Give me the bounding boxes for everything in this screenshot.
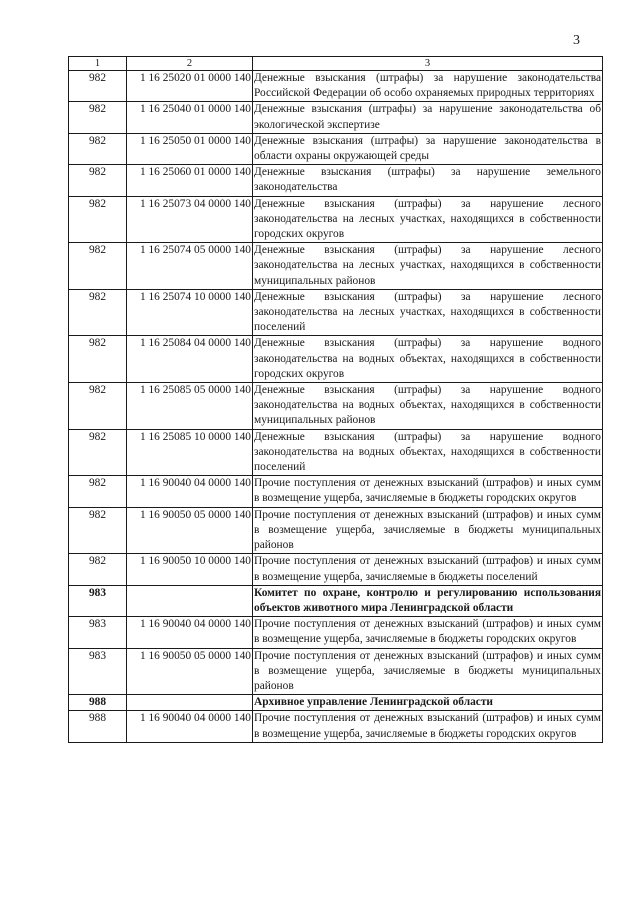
header-col-name: 3 [253,57,603,71]
revenue-code-cell: 1 16 25085 10 0000 140 [127,429,253,476]
revenue-code-cell: 1 16 25060 01 0000 140 [127,165,253,196]
header-col-code: 2 [127,57,253,71]
table-row [69,617,603,648]
admin-code-cell: 982 [69,133,127,164]
table-row [69,196,603,243]
revenue-name-cell: Прочие поступления от денежных взысканий (штрафов) и иных сумм в возмещение ущерба, зачисляемые в бюджеты городских округов [253,711,603,742]
revenue-code-cell: 1 16 90040 04 0000 140 [127,476,253,507]
revenue-name-cell: Денежные взыскания (штрафы) за нарушение лесного законодательства на лесных участках, находящихся в собственности муниципальных районов [253,243,603,290]
table-row [69,648,603,695]
revenue-codes-table [68,56,603,743]
revenue-code-cell: 1 16 90040 04 0000 140 [127,711,253,742]
table-header-row [69,57,603,71]
table-group-row [69,695,603,711]
revenue-name-cell: Денежные взыскания (штрафы) за нарушение лесного законодательства на лесных участках, находящихся в собственности поселений [253,289,603,336]
admin-code-cell: 983 [69,585,127,616]
revenue-name-cell: Денежные взыскания (штрафы) за нарушение водного законодательства на водных объектах, находящихся в собственности городских округов [253,336,603,383]
admin-code-cell: 982 [69,383,127,430]
admin-code-cell: 982 [69,476,127,507]
revenue-code-cell: 1 16 90040 04 0000 140 [127,617,253,648]
table-row [69,243,603,290]
table-row [69,711,603,742]
revenue-name-cell: Архивное управление Ленинградской области [253,695,603,711]
revenue-code-cell: 1 16 25040 01 0000 140 [127,102,253,133]
revenue-name-cell: Денежные взыскания (штрафы) за нарушение законодательства в области охраны окружающей среды [253,133,603,164]
admin-code-cell: 982 [69,102,127,133]
admin-code-cell: 982 [69,196,127,243]
revenue-code-cell: 1 16 25073 04 0000 140 [127,196,253,243]
revenue-code-cell: 1 16 90050 10 0000 140 [127,554,253,585]
admin-code-cell: 982 [69,71,127,102]
revenue-name-cell: Денежные взыскания (штрафы) за нарушение лесного законодательства на лесных участках, находящихся в собственности городских округов [253,196,603,243]
admin-code-cell: 982 [69,289,127,336]
table-row [69,289,603,336]
table-row [69,429,603,476]
revenue-name-cell: Денежные взыскания (штрафы) за нарушение водного законодательства на водных объектах, находящихся в собственности поселений [253,429,603,476]
admin-code-cell: 983 [69,648,127,695]
revenue-code-cell [127,585,253,616]
revenue-name-cell: Денежные взыскания (штрафы) за нарушение законодательства Российской Федерации об особо охраняемых природных территориях [253,71,603,102]
admin-code-cell: 982 [69,554,127,585]
table-row [69,165,603,196]
revenue-name-cell: Прочие поступления от денежных взысканий (штрафов) и иных сумм в возмещение ущерба, зачисляемые в бюджеты городских округов [253,476,603,507]
revenue-name-cell: Прочие поступления от денежных взысканий (штрафов) и иных сумм в возмещение ущерба, зачисляемые в бюджеты поселений [253,554,603,585]
admin-code-cell: 983 [69,617,127,648]
revenue-code-cell: 1 16 25050 01 0000 140 [127,133,253,164]
table-row [69,336,603,383]
admin-code-cell: 988 [69,695,127,711]
table-row [69,133,603,164]
revenue-code-cell: 1 16 25020 01 0000 140 [127,71,253,102]
revenue-code-cell [127,695,253,711]
revenue-code-cell: 1 16 25084 04 0000 140 [127,336,253,383]
table-row [69,383,603,430]
table-row [69,554,603,585]
revenue-name-cell: Денежные взыскания (штрафы) за нарушение земельного законодательства [253,165,603,196]
table-row [69,476,603,507]
admin-code-cell: 982 [69,507,127,554]
revenue-name-cell: Прочие поступления от денежных взысканий (штрафов) и иных сумм в возмещение ущерба, зачисляемые в бюджеты муниципальных районов [253,507,603,554]
table-body [69,57,603,743]
revenue-code-cell: 1 16 90050 05 0000 140 [127,648,253,695]
table-row [69,507,603,554]
revenue-name-cell: Прочие поступления от денежных взысканий (штрафов) и иных сумм в возмещение ущерба, зачисляемые в бюджеты муниципальных районов [253,648,603,695]
admin-code-cell: 982 [69,165,127,196]
revenue-code-cell: 1 16 25074 10 0000 140 [127,289,253,336]
revenue-code-cell: 1 16 25085 05 0000 140 [127,383,253,430]
revenue-name-cell: Денежные взыскания (штрафы) за нарушение водного законодательства на водных объектах, находящихся в собственности муниципальных районов [253,383,603,430]
admin-code-cell: 982 [69,336,127,383]
header-col-admin: 1 [69,57,127,71]
revenue-name-cell: Комитет по охране, контролю и регулированию использования объектов животного мира Ленинградской области [253,585,603,616]
admin-code-cell: 982 [69,243,127,290]
revenue-name-cell: Денежные взыскания (штрафы) за нарушение законодательства об экологической экспертизе [253,102,603,133]
revenue-name-cell: Прочие поступления от денежных взысканий (штрафов) и иных сумм в возмещение ущерба, зачисляемые в бюджеты городских округов [253,617,603,648]
revenue-code-cell: 1 16 90050 05 0000 140 [127,507,253,554]
table-row [69,71,603,102]
admin-code-cell: 982 [69,429,127,476]
admin-code-cell: 988 [69,711,127,742]
revenue-code-cell: 1 16 25074 05 0000 140 [127,243,253,290]
page-number: 3 [573,33,580,48]
table-group-row [69,585,603,616]
table-row [69,102,603,133]
